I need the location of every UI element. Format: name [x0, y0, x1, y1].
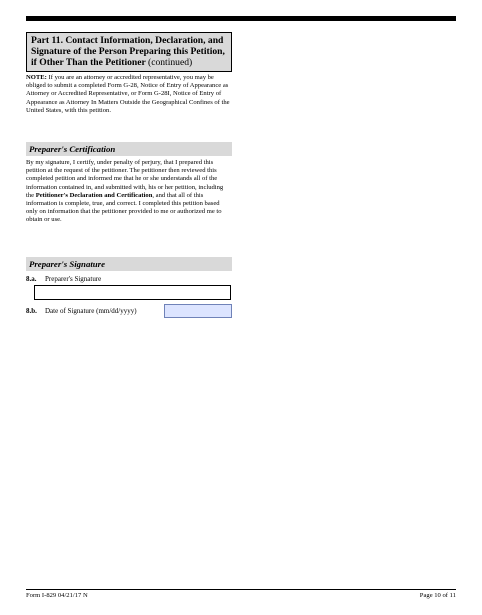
footer-rule: [26, 589, 456, 590]
item-8b-label: Date of Signature (mm/dd/yyyy): [45, 307, 137, 315]
part-title: Part 11. Contact Information, Declaration, and Signature of the Person Preparing this Petition, if Other Than the Petitioner: [31, 35, 225, 68]
date-of-signature-field[interactable]: [164, 304, 232, 318]
note-text: If you are an attorney or accredited representative, you may be obliged to submit a completed Form G-28, Notice of Entry of Appearance as Attorney or Accredited Representative, or Form G-28I, Notice of Entry of Appearance as Attorney In Matters Outside the Geographical Confines of the United States, with this petition.: [26, 74, 230, 114]
note-paragraph: [26, 74, 232, 115]
item-8b-number: 8.b.: [26, 307, 37, 315]
certification-paragraph: [26, 159, 232, 225]
item-8a-number: 8.a.: [26, 275, 37, 283]
part-header: [26, 32, 232, 72]
signature-heading: Preparer's Signature: [26, 257, 232, 271]
form-id: Form I-829 04/21/17 N: [26, 592, 88, 599]
part-title-suffix: (continued): [148, 57, 193, 68]
certification-bold: Petitioner's Declaration and Certification: [35, 191, 153, 199]
note-label: NOTE:: [26, 74, 47, 81]
preparer-signature-field[interactable]: [34, 285, 231, 300]
certification-text-before: By my signature, I certify, under penalty of perjury, that I prepared this petition at the request of the petitioner. The petitioner then reviewed this completed petition and informed me that he or she understands all of the information contained in, and submitted with, his or her petition, including the: [26, 159, 224, 199]
certification-text-after: , and that all of this information is complete, true, and correct. I completed this petition based only on information that the petitioner provided to me or authorized me to obtain or use.: [26, 191, 222, 224]
certification-heading: Preparer's Certification: [26, 142, 232, 156]
item-8a-label: Preparer's Signature: [45, 275, 102, 283]
page-number: Page 10 of 11: [419, 592, 456, 599]
top-rule: [26, 16, 456, 21]
